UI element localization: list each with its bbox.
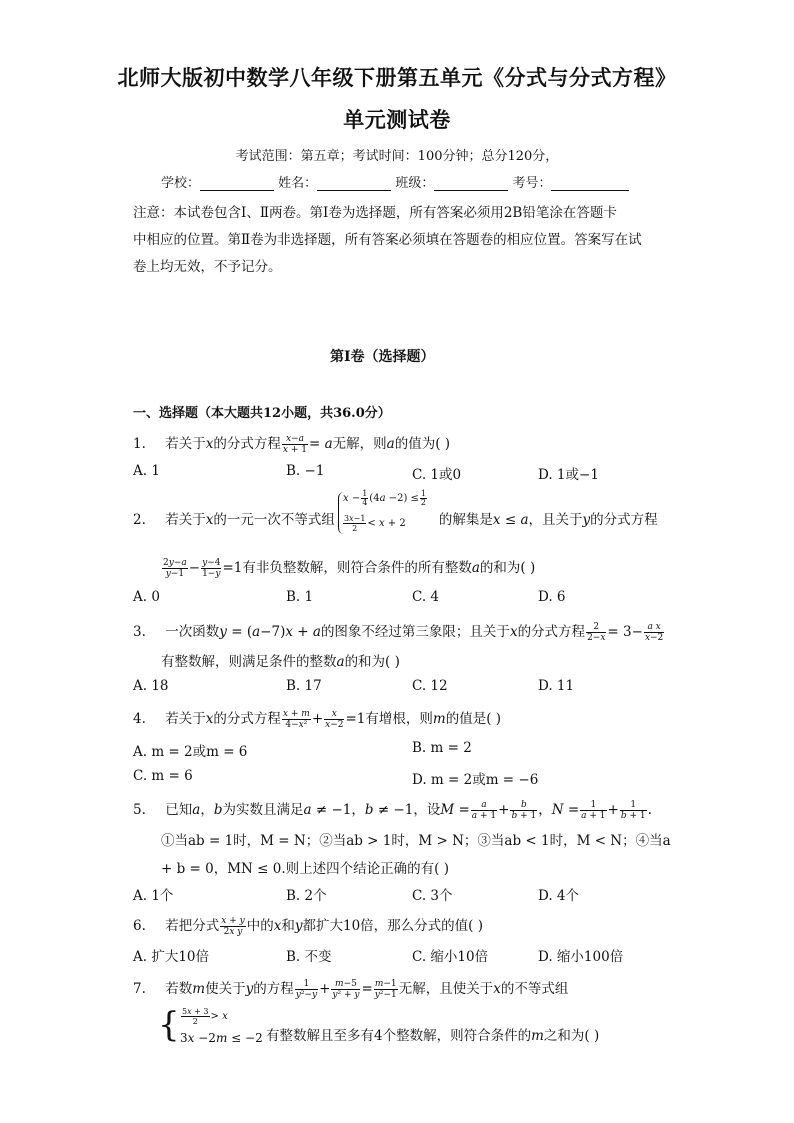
- notice-line-1: 注意：本试卷包含Ⅰ、Ⅱ两卷。第Ⅰ卷为选择题，所有答案必须用2B铅笔涂在答题卡: [133, 205, 617, 221]
- q3-number: 3.: [133, 624, 146, 640]
- q6-number: 6.: [133, 918, 146, 934]
- q7-text: 若数: [165, 981, 193, 997]
- q4-fraction-2: $\frac{x}{x-2}$: [325, 709, 344, 730]
- name-field[interactable]: [317, 176, 391, 191]
- q5-text: 为实数且满足: [222, 802, 304, 818]
- q3-text: 有整数解，则满足条件的整数: [161, 654, 337, 670]
- q5-text: ，: [200, 802, 214, 818]
- question-1: 1. 若关于x的分式方程 $\frac{x-a}{x + 1}$ = a无解，则a的值为( ): [133, 434, 451, 455]
- q6-fraction: $\frac{x + y}{\text{2x y}}$: [221, 916, 245, 937]
- q1-text: 的分式方程: [213, 436, 281, 452]
- q4-fraction-1: $\frac{x + m}{\text{4−x²}}$: [282, 709, 310, 730]
- q3-option-a[interactable]: A. 18: [133, 678, 169, 694]
- q4-option-d[interactable]: D. m = 2或m = −6: [412, 772, 539, 788]
- q3-text: 的图象不经过第三象限；且关于: [320, 624, 510, 640]
- q1-option-b[interactable]: B. −1: [286, 463, 325, 479]
- q2-system-row-2: $\frac{3x-1}{2}$ < x + 2: [344, 514, 406, 533]
- q2-option-b[interactable]: B. 1: [286, 589, 314, 605]
- q1-number: 1.: [133, 436, 146, 452]
- q5-number: 5.: [133, 802, 146, 818]
- q5-option-d[interactable]: D. 4个: [538, 888, 580, 904]
- q5-fraction-4: $\frac{1}{b + 1}$: [620, 800, 646, 821]
- q4-option-c[interactable]: C. m = 6: [133, 768, 193, 784]
- q2-option-a[interactable]: A. 0: [133, 589, 160, 605]
- q7-text: 有整数解且至多有4个整数解，则符合条件的: [266, 1028, 532, 1044]
- q6-text: 都扩大10倍，那么分式的值( ): [302, 918, 484, 934]
- q4-text: =1有增根，则: [345, 711, 433, 727]
- q5-line-2: ①当ab = 1时，M = N；②当ab > 1时，M > N；③当ab < 1时，M < N；④当a: [161, 833, 671, 849]
- q7-text: 的方程: [253, 981, 294, 997]
- q4-number: 4.: [133, 711, 146, 727]
- q7-text: 使关于: [205, 981, 246, 997]
- question-6: 6. 若把分式 $\frac{x + y}{\text{2x y}}$ 中的x和y都扩大10倍，那么分式的值( ): [133, 916, 484, 937]
- q7-system-row-2: 3x −2m ≤ −2: [180, 1031, 263, 1045]
- id-label: 考号：: [512, 176, 552, 191]
- question-7: 7. 若数m使关于y的方程 $\frac{1}{\text{y²−y}}$ + $\frac{m-5}{\text{y² + y}}$ = $\frac{m-1}{\text{y²−1}}$ 无解，且使关于x的不等式组: [133, 979, 569, 1000]
- q5-option-c[interactable]: C. 3个: [412, 888, 453, 904]
- q3-fraction-1: $\frac{2}{2-x}$: [587, 622, 606, 643]
- doc-title-line1: 北师大版初中数学八年级下册第五单元《分式与分式方程》: [117, 66, 677, 90]
- q2-text: 的解集是: [438, 512, 493, 528]
- school-field[interactable]: [200, 176, 274, 191]
- q7-fraction-2: $\frac{m-5}{\text{y² + y}}$: [332, 979, 360, 1000]
- q5-fraction-1: $\frac{a}{a + 1}$: [471, 800, 497, 821]
- id-field[interactable]: [551, 176, 629, 191]
- doc-title-line2: 单元测试卷: [343, 108, 451, 132]
- q6-option-b[interactable]: B. 不变: [286, 949, 332, 965]
- q3-option-c[interactable]: C. 12: [412, 678, 448, 694]
- q4-option-b[interactable]: B. m = 2: [412, 740, 472, 756]
- q1-text: 的值为( ): [394, 436, 451, 452]
- q1-option-c[interactable]: C. 1或0: [412, 467, 462, 483]
- school-label: 学校：: [161, 176, 201, 191]
- q2-option-d[interactable]: D. 6: [538, 589, 566, 605]
- q7-line-2: 有整数解且至多有4个整数解，则符合条件的m之和为( ): [266, 1028, 600, 1044]
- q2-text: ，且关于: [528, 512, 583, 528]
- q6-option-c[interactable]: C. 缩小10倍: [412, 949, 489, 965]
- q1-option-a[interactable]: A. 1: [133, 463, 160, 479]
- q3-line-2: 有整数解，则满足条件的整数a的和为( ): [161, 654, 400, 670]
- question-3: 3. 一次函数y = (a−7)x + a的图象不经过第三象限；且关于x的分式方程 $\frac{2}{2-x}$ = 3− $\frac{\text{a x}}{x-2}$: [133, 622, 664, 643]
- q2-text: =1有非负整数解，则符合条件的所有整数: [222, 560, 472, 576]
- q2-fraction-1: $\frac{2y-a}{y-1}$: [163, 558, 187, 579]
- q7-text: 之和为( ): [543, 1028, 600, 1044]
- notice-line-3: 卷上均无效，不予记分。: [133, 259, 282, 275]
- q2-system-row-1: x − $\frac{1}{4}$ (4a −2) ≤ $\frac{1}{2}$: [343, 489, 427, 507]
- exam-meta: 考试范围：第五章；考试时间：100分钟；总分120分，: [235, 149, 559, 164]
- q1-text: 若关于: [165, 436, 206, 452]
- q7-text: 的不等式组: [500, 981, 569, 997]
- q2-text: 若关于: [165, 512, 206, 528]
- q7-system-row-1: $\frac{5x + 3}{2}$ > x: [182, 1007, 228, 1026]
- q7-brace: {: [158, 1005, 180, 1045]
- q2-text: 的分式方程: [590, 512, 658, 528]
- q2-fraction-2: $\frac{y-4}{1-y}$: [202, 558, 221, 579]
- q5-text: ，设: [413, 802, 441, 818]
- question-4: 4. 若关于x的分式方程 $\frac{x + m}{\text{4−x²}}$ + $\frac{x}{x-2}$ =1有增根，则m的值是( ): [133, 709, 502, 730]
- q7-fraction-3: $\frac{m-1}{\text{y²−1}}$: [374, 979, 397, 1000]
- q3-text: 的和为( ): [344, 654, 400, 670]
- q5-fraction-3: $\frac{1}{a + 1}$: [581, 800, 606, 821]
- q1-text: 无解，则: [332, 436, 387, 452]
- part-title: 第Ⅰ卷（选择题）: [330, 349, 435, 365]
- q6-option-d[interactable]: D. 缩小100倍: [538, 949, 624, 965]
- q6-text: 和: [281, 918, 295, 934]
- q1-fraction: $\frac{x-a}{x + 1}$: [282, 434, 307, 455]
- section-heading: 一、选择题（本大题共12小题，共36.0分）: [133, 406, 391, 421]
- q5-option-b[interactable]: B. 2个: [286, 888, 327, 904]
- q4-text: 的分式方程: [213, 711, 281, 727]
- name-label: 姓名：: [278, 176, 318, 191]
- q7-text: 无解，且使关于: [398, 981, 494, 997]
- student-info-row: [161, 172, 629, 191]
- q6-text: 中的: [246, 918, 274, 934]
- q5-option-a[interactable]: A. 1个: [133, 888, 174, 904]
- q4-text: 若关于: [165, 711, 206, 727]
- q2-text: 的一元一次不等式组: [213, 512, 335, 528]
- q3-option-b[interactable]: B. 17: [286, 678, 322, 694]
- q3-option-d[interactable]: D. 11: [538, 678, 575, 694]
- class-label: 班级：: [395, 176, 435, 191]
- q4-option-a[interactable]: A. m = 2或m = 6: [133, 744, 248, 760]
- q2-text: 的和为( ): [479, 560, 536, 576]
- q4-text: 的值是( ): [445, 711, 502, 727]
- q2-number: 2.: [133, 512, 146, 528]
- q6-text: 若把分式: [165, 918, 220, 934]
- q1-option-d[interactable]: D. 1或−1: [538, 467, 599, 483]
- q2-line-2: $\frac{2y-a}{y-1}$ − $\frac{y-4}{1-y}$ =1有非负整数解，则符合条件的所有整数a的和为( ): [163, 558, 536, 579]
- q7-number: 7.: [133, 981, 146, 997]
- question-5: 5. 已知a，b为实数且满足a ≠ −1，b ≠ −1，设M = $\frac{a}{a + 1}$ + $\frac{b}{b + 1}$ ，N = $\frac{1}{a + 1}$ + $\frac{1}{b + 1}$ .: [133, 800, 652, 821]
- q6-option-a[interactable]: A. 扩大10倍: [133, 949, 210, 965]
- q5-line-3: + b = 0，MN ≤ 0.则上述四个结论正确的有( ): [161, 861, 449, 877]
- class-field[interactable]: [434, 176, 508, 191]
- q3-text: 一次函数: [165, 624, 220, 640]
- q5-fraction-2: $\frac{b}{b + 1}$: [511, 800, 537, 821]
- question-2: 2. 若关于x的一元一次不等式组 的解集是x ≤ a，且关于y的分式方程: [133, 512, 658, 528]
- q5-text: 已知: [165, 802, 193, 818]
- notice-line-2: 中相应的位置。第Ⅱ卷为非选择题，所有答案必须填在答题卷的相应位置。答案写在试: [133, 232, 642, 248]
- q3-text: 的分式方程: [517, 624, 586, 640]
- q7-fraction-1: $\frac{1}{\text{y²−y}}$: [295, 979, 318, 1000]
- q3-fraction-2: $\frac{\text{a x}}{x-2}$: [644, 622, 664, 643]
- q2-option-c[interactable]: C. 4: [412, 589, 440, 605]
